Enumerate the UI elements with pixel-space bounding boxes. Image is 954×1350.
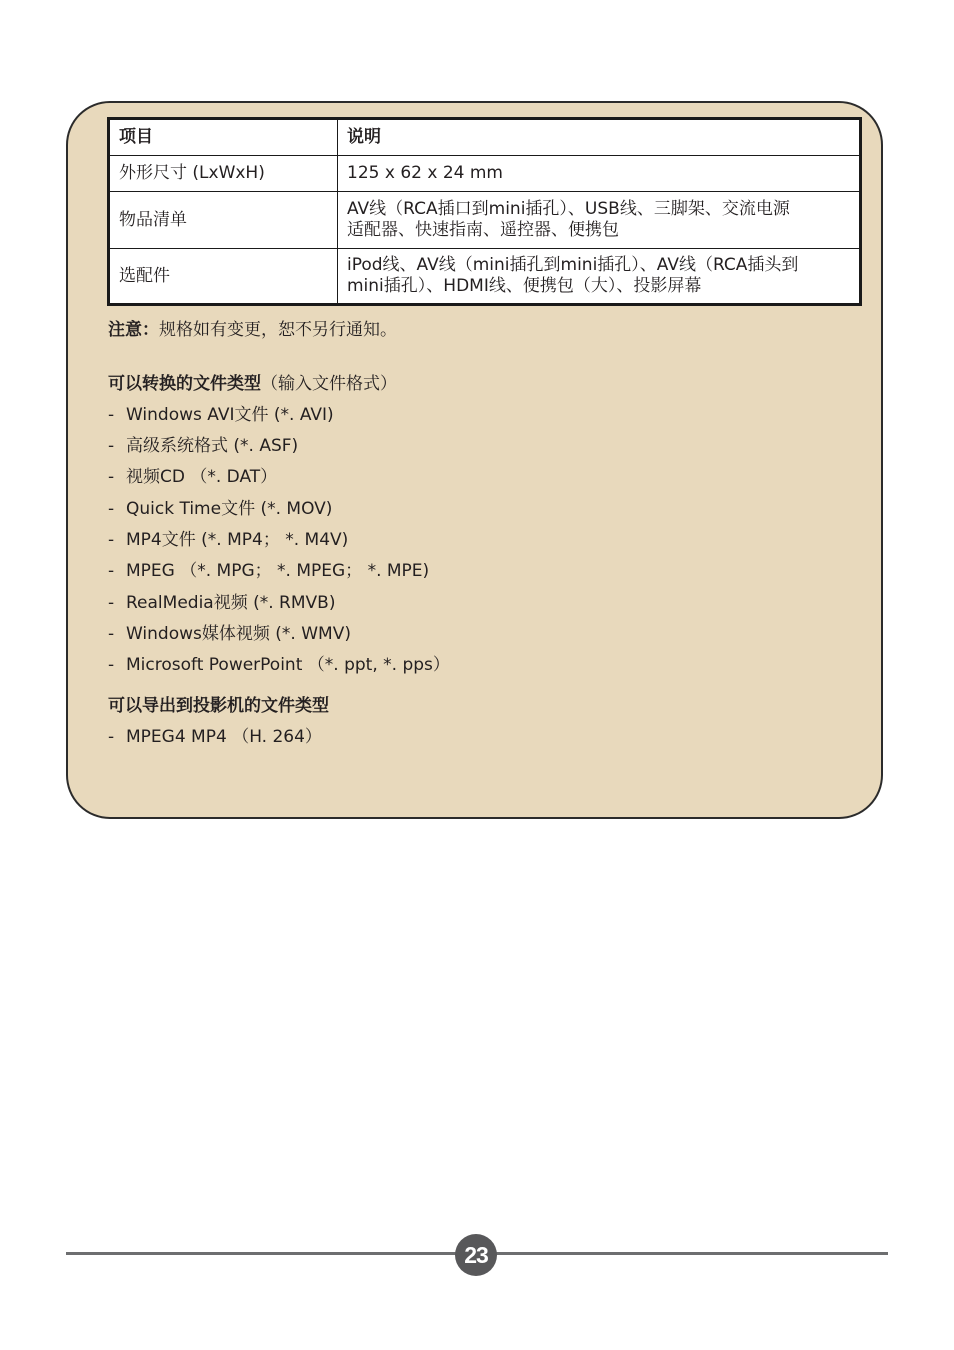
list-item (108, 466, 277, 488)
list-item (108, 726, 322, 748)
list-item (108, 529, 348, 551)
row-desc-line: AV线（RCA插口到mini插孔）、USB线、三脚架、交流电源 (347, 199, 790, 219)
row-desc (338, 156, 861, 192)
row-desc (338, 249, 861, 305)
list-item-text: Windows AVI文件 (*. AVI) (126, 405, 334, 425)
row-desc-line: iPod线、AV线（mini插孔到mini插孔）、AV线（RCA插头到 (347, 255, 799, 275)
note-text: 规格如有变更，恕不另行通知。 (159, 320, 397, 340)
list-item-text: MPEG4 MP4 （H. 264） (126, 727, 322, 747)
list-item-text: Microsoft PowerPoint （*. ppt, *. pps） (126, 655, 450, 675)
table-row (109, 249, 861, 305)
note (108, 319, 397, 341)
table-header-row (109, 119, 861, 156)
header-item: 项目 (109, 119, 338, 156)
table-row (109, 156, 861, 192)
convertible-heading (108, 373, 397, 395)
list-item-text: RealMedia视频 (*. RMVB) (126, 593, 336, 613)
list-item-text: Quick Time文件 (*. MOV) (126, 499, 333, 519)
row-desc (338, 192, 861, 249)
header-desc: 说明 (338, 119, 861, 156)
bullet-dash: - (108, 561, 115, 581)
page-number-badge: 23 (455, 1234, 497, 1276)
list-item (108, 623, 351, 645)
bullet-dash: - (108, 436, 115, 456)
bullet-dash: - (108, 467, 115, 487)
list-item-text: MP4文件 (*. MP4； *. M4V) (126, 530, 349, 550)
row-desc-line: mini插孔）、HDMI线、便携包（大）、投影屏幕 (347, 276, 702, 296)
table-row (109, 192, 861, 249)
list-item (108, 435, 298, 457)
bullet-dash: - (108, 624, 115, 644)
row-item: 外形尺寸 (LxWxH) (109, 156, 338, 192)
list-item (108, 560, 429, 582)
row-desc-line: 适配器、快速指南、遥控器、便携包 (347, 220, 619, 240)
list-item-text: MPEG （*. MPG； *. MPEG； *. MPE) (126, 561, 430, 581)
exportable-heading: 可以导出到投影机的文件类型 (108, 696, 329, 716)
row-item: 物品清单 (109, 192, 338, 249)
bullet-dash: - (108, 499, 115, 519)
convertible-heading-suffix: （输入文件格式） (261, 374, 397, 394)
row-item: 选配件 (109, 249, 338, 305)
list-item-text: 视频CD （*. DAT） (126, 467, 278, 487)
list-item-text: 高级系统格式 (*. ASF) (126, 436, 299, 456)
list-item (108, 592, 335, 614)
row-desc-line: 125 x 62 x 24 mm (347, 163, 503, 183)
bullet-dash: - (108, 405, 115, 425)
list-item (108, 404, 334, 426)
list-item (108, 498, 332, 520)
bullet-dash: - (108, 593, 115, 613)
list-item-text: Windows媒体视频 (*. WMV) (126, 624, 351, 644)
note-label: 注意： (108, 320, 159, 340)
bullet-dash: - (108, 727, 115, 747)
convertible-heading-text: 可以转换的文件类型 (108, 374, 261, 394)
bullet-dash: - (108, 530, 115, 550)
bullet-dash: - (108, 655, 115, 675)
list-item (108, 654, 450, 676)
spec-table (107, 117, 862, 306)
